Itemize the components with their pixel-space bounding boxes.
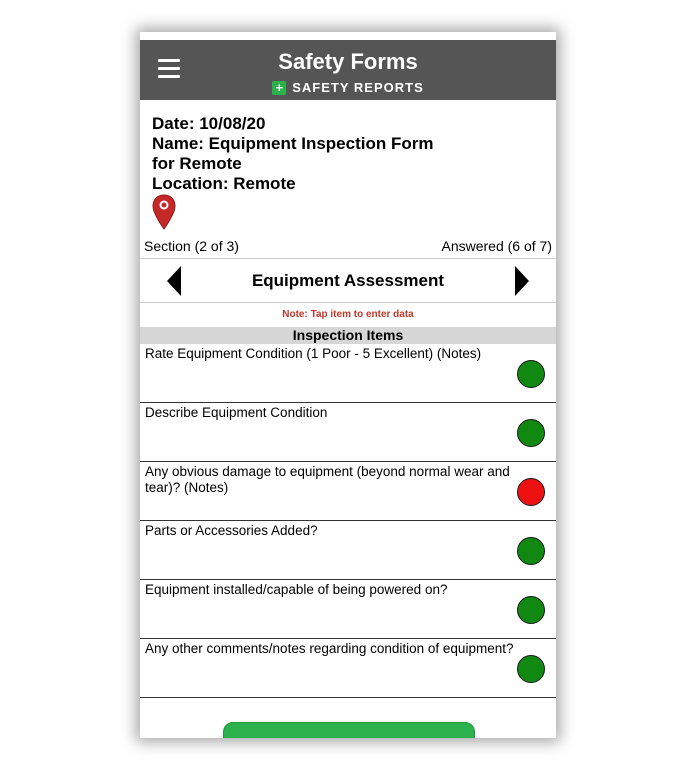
app-title: Safety Forms <box>278 49 418 74</box>
next-section-arrow-icon[interactable] <box>515 266 529 296</box>
submit-button[interactable] <box>223 722 475 738</box>
status-strip <box>140 32 556 40</box>
section-title: Equipment Assessment <box>251 270 445 290</box>
inspection-item[interactable] <box>140 580 556 639</box>
inspection-item[interactable] <box>140 521 556 580</box>
status-indicator <box>517 537 545 565</box>
form-info <box>140 100 556 230</box>
form-date: Date: 10/08/20 <box>152 114 266 133</box>
section-nav <box>140 259 556 303</box>
plus-icon: + <box>272 81 286 95</box>
tap-note: Note: Tap item to enter data <box>282 309 414 320</box>
status-indicator <box>517 655 545 683</box>
map-pin-icon[interactable] <box>152 194 176 230</box>
form-name-continued: for Remote <box>152 154 242 173</box>
inspection-items-header: Inspection Items <box>140 327 556 344</box>
brand-name: SAFETY REPORTS <box>292 80 424 95</box>
inspection-list <box>140 344 556 698</box>
inspection-item[interactable] <box>140 344 556 403</box>
progress-row <box>140 234 556 259</box>
form-name: Name: Equipment Inspection Form <box>152 134 434 153</box>
inspection-item-label: Parts or Accessories Added? <box>145 523 318 538</box>
previous-section-arrow-icon[interactable] <box>167 266 181 296</box>
inspection-item-label: Any other comments/notes regarding condition of equipment? <box>145 641 514 656</box>
inspection-item-label: Equipment installed/capable of being powered on? <box>145 582 448 597</box>
answered-indicator: Answered (6 of 7) <box>441 238 552 254</box>
inspection-item-label: Rate Equipment Condition (1 Poor - 5 Excellent) (Notes) <box>145 346 482 361</box>
phone-screen <box>140 32 556 738</box>
inspection-item[interactable] <box>140 462 556 521</box>
status-indicator <box>517 478 545 506</box>
brand-logo <box>140 80 556 95</box>
section-indicator: Section (2 of 3) <box>144 238 239 254</box>
form-location: Location: Remote <box>152 174 296 193</box>
status-indicator <box>517 596 545 624</box>
status-indicator <box>517 360 545 388</box>
inspection-item[interactable] <box>140 403 556 462</box>
status-indicator <box>517 419 545 447</box>
inspection-item[interactable] <box>140 639 556 698</box>
inspection-item-label: Describe Equipment Condition <box>145 405 328 420</box>
inspection-item-label: Any obvious damage to equipment (beyond normal wear and tear)? (Notes) <box>145 464 510 495</box>
app-header <box>140 40 556 100</box>
